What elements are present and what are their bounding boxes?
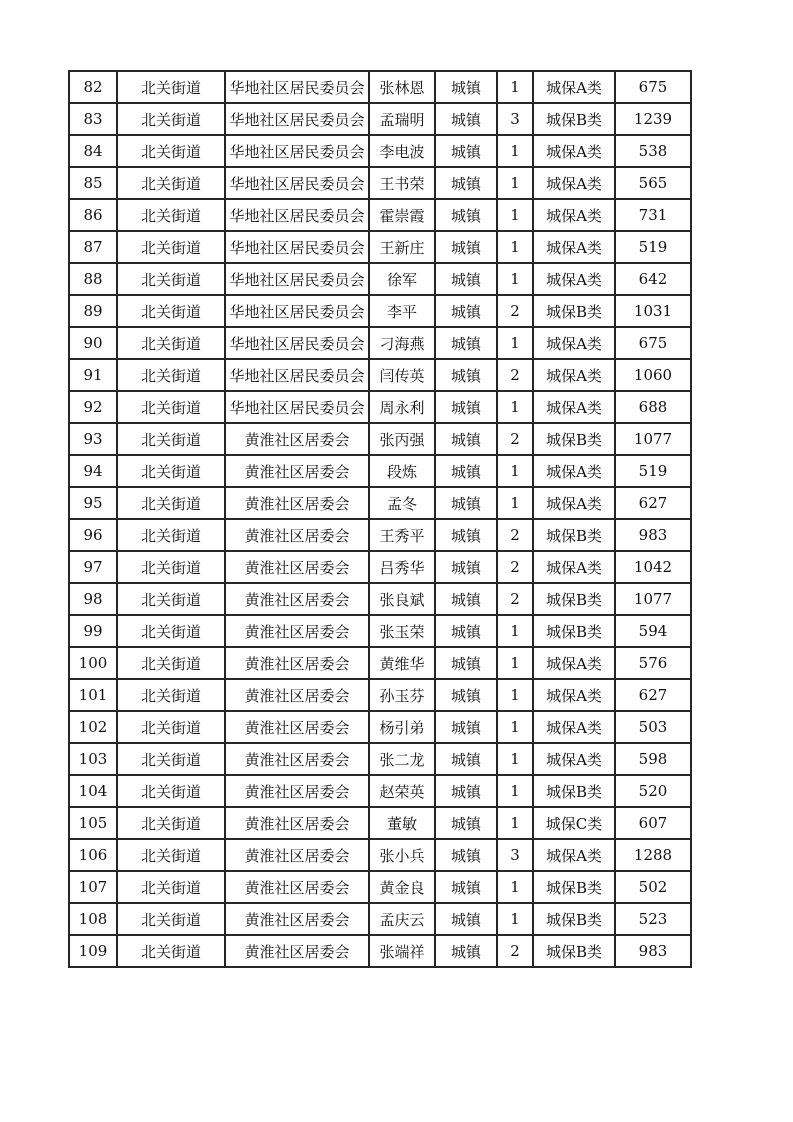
cell-residence: 城镇: [435, 103, 497, 135]
cell-amount: 1031: [615, 295, 691, 327]
cell-community: 华地社区居民委员会: [225, 359, 369, 391]
cell-community: 黄淮社区居委会: [225, 551, 369, 583]
cell-street: 北关街道: [117, 871, 225, 903]
table-row: [69, 647, 691, 679]
cell-seq: 82: [69, 71, 117, 103]
cell-community: 黄淮社区居委会: [225, 871, 369, 903]
cell-seq: 97: [69, 551, 117, 583]
cell-category: 城保A类: [533, 135, 615, 167]
cell-seq: 89: [69, 295, 117, 327]
cell-street: 北关街道: [117, 231, 225, 263]
cell-name: 张丙强: [369, 423, 435, 455]
cell-residence: 城镇: [435, 615, 497, 647]
cell-residence: 城镇: [435, 775, 497, 807]
cell-seq: 84: [69, 135, 117, 167]
cell-count: 1: [497, 391, 533, 423]
cell-amount: 731: [615, 199, 691, 231]
cell-seq: 108: [69, 903, 117, 935]
cell-amount: 565: [615, 167, 691, 199]
cell-residence: 城镇: [435, 199, 497, 231]
cell-name: 霍崇霞: [369, 199, 435, 231]
cell-category: 城保B类: [533, 871, 615, 903]
cell-street: 北关街道: [117, 359, 225, 391]
cell-amount: 503: [615, 711, 691, 743]
cell-residence: 城镇: [435, 263, 497, 295]
cell-street: 北关街道: [117, 263, 225, 295]
cell-count: 1: [497, 167, 533, 199]
cell-community: 黄淮社区居委会: [225, 839, 369, 871]
cell-count: 2: [497, 519, 533, 551]
table-body: [69, 71, 691, 967]
cell-count: 1: [497, 679, 533, 711]
table-row: [69, 327, 691, 359]
cell-seq: 105: [69, 807, 117, 839]
cell-count: 1: [497, 711, 533, 743]
cell-residence: 城镇: [435, 359, 497, 391]
cell-street: 北关街道: [117, 71, 225, 103]
table-row: [69, 903, 691, 935]
cell-category: 城保C类: [533, 807, 615, 839]
cell-residence: 城镇: [435, 423, 497, 455]
cell-category: 城保A类: [533, 647, 615, 679]
cell-seq: 92: [69, 391, 117, 423]
cell-category: 城保A类: [533, 455, 615, 487]
cell-community: 黄淮社区居委会: [225, 935, 369, 967]
cell-community: 黄淮社区居委会: [225, 487, 369, 519]
table-row: [69, 423, 691, 455]
cell-street: 北关街道: [117, 551, 225, 583]
cell-name: 杨引弟: [369, 711, 435, 743]
cell-category: 城保B类: [533, 295, 615, 327]
cell-count: 1: [497, 647, 533, 679]
cell-amount: 523: [615, 903, 691, 935]
cell-community: 黄淮社区居委会: [225, 807, 369, 839]
cell-residence: 城镇: [435, 647, 497, 679]
cell-street: 北关街道: [117, 583, 225, 615]
cell-count: 1: [497, 871, 533, 903]
table-row: [69, 807, 691, 839]
table-row: [69, 679, 691, 711]
cell-residence: 城镇: [435, 487, 497, 519]
cell-community: 黄淮社区居委会: [225, 775, 369, 807]
cell-amount: 598: [615, 743, 691, 775]
cell-category: 城保A类: [533, 711, 615, 743]
cell-count: 1: [497, 135, 533, 167]
cell-name: 刁海燕: [369, 327, 435, 359]
roster-table-container: [68, 70, 690, 968]
cell-community: 黄淮社区居委会: [225, 423, 369, 455]
cell-amount: 1239: [615, 103, 691, 135]
cell-seq: 106: [69, 839, 117, 871]
cell-seq: 107: [69, 871, 117, 903]
cell-community: 华地社区居民委员会: [225, 263, 369, 295]
cell-community: 黄淮社区居委会: [225, 615, 369, 647]
cell-amount: 675: [615, 327, 691, 359]
table-row: [69, 583, 691, 615]
cell-name: 王秀平: [369, 519, 435, 551]
cell-name: 李平: [369, 295, 435, 327]
cell-amount: 642: [615, 263, 691, 295]
cell-amount: 627: [615, 679, 691, 711]
cell-street: 北关街道: [117, 487, 225, 519]
cell-amount: 1077: [615, 583, 691, 615]
cell-community: 华地社区居民委员会: [225, 231, 369, 263]
cell-count: 2: [497, 551, 533, 583]
cell-count: 1: [497, 455, 533, 487]
cell-community: 华地社区居民委员会: [225, 167, 369, 199]
cell-amount: 519: [615, 231, 691, 263]
table-row: [69, 871, 691, 903]
cell-amount: 1077: [615, 423, 691, 455]
cell-name: 王新庄: [369, 231, 435, 263]
cell-street: 北关街道: [117, 519, 225, 551]
cell-category: 城保A类: [533, 263, 615, 295]
cell-residence: 城镇: [435, 871, 497, 903]
cell-amount: 627: [615, 487, 691, 519]
cell-residence: 城镇: [435, 231, 497, 263]
cell-count: 2: [497, 423, 533, 455]
cell-category: 城保A类: [533, 231, 615, 263]
cell-count: 1: [497, 71, 533, 103]
cell-community: 黄淮社区居委会: [225, 647, 369, 679]
cell-amount: 1042: [615, 551, 691, 583]
cell-residence: 城镇: [435, 135, 497, 167]
cell-amount: 607: [615, 807, 691, 839]
cell-category: 城保B类: [533, 583, 615, 615]
cell-count: 3: [497, 103, 533, 135]
cell-street: 北关街道: [117, 935, 225, 967]
cell-street: 北关街道: [117, 615, 225, 647]
cell-street: 北关街道: [117, 807, 225, 839]
cell-street: 北关街道: [117, 199, 225, 231]
table-row: [69, 519, 691, 551]
cell-residence: 城镇: [435, 551, 497, 583]
cell-count: 1: [497, 231, 533, 263]
table-row: [69, 231, 691, 263]
cell-category: 城保B类: [533, 615, 615, 647]
cell-amount: 519: [615, 455, 691, 487]
cell-name: 吕秀华: [369, 551, 435, 583]
table-row: [69, 199, 691, 231]
cell-category: 城保A类: [533, 71, 615, 103]
cell-name: 徐军: [369, 263, 435, 295]
cell-name: 闫传英: [369, 359, 435, 391]
cell-count: 1: [497, 743, 533, 775]
cell-count: 1: [497, 807, 533, 839]
cell-street: 北关街道: [117, 103, 225, 135]
cell-name: 孙玉芬: [369, 679, 435, 711]
table-row: [69, 615, 691, 647]
table-row: [69, 711, 691, 743]
table-row: [69, 775, 691, 807]
cell-category: 城保A类: [533, 327, 615, 359]
cell-residence: 城镇: [435, 711, 497, 743]
cell-name: 周永利: [369, 391, 435, 423]
cell-count: 2: [497, 583, 533, 615]
cell-name: 张林恩: [369, 71, 435, 103]
cell-name: 孟冬: [369, 487, 435, 519]
cell-community: 黄淮社区居委会: [225, 519, 369, 551]
cell-name: 王书荣: [369, 167, 435, 199]
cell-residence: 城镇: [435, 519, 497, 551]
cell-count: 3: [497, 839, 533, 871]
cell-street: 北关街道: [117, 743, 225, 775]
table-row: [69, 167, 691, 199]
cell-community: 黄淮社区居委会: [225, 583, 369, 615]
cell-name: 董敏: [369, 807, 435, 839]
cell-amount: 576: [615, 647, 691, 679]
cell-community: 黄淮社区居委会: [225, 679, 369, 711]
table-row: [69, 135, 691, 167]
cell-seq: 98: [69, 583, 117, 615]
cell-category: 城保B类: [533, 423, 615, 455]
cell-category: 城保B类: [533, 103, 615, 135]
cell-community: 黄淮社区居委会: [225, 455, 369, 487]
cell-community: 华地社区居民委员会: [225, 199, 369, 231]
cell-residence: 城镇: [435, 839, 497, 871]
cell-category: 城保A类: [533, 839, 615, 871]
cell-community: 华地社区居民委员会: [225, 327, 369, 359]
cell-amount: 983: [615, 935, 691, 967]
cell-street: 北关街道: [117, 775, 225, 807]
cell-name: 张玉荣: [369, 615, 435, 647]
table-row: [69, 935, 691, 967]
cell-seq: 102: [69, 711, 117, 743]
cell-count: 1: [497, 263, 533, 295]
cell-seq: 83: [69, 103, 117, 135]
cell-seq: 101: [69, 679, 117, 711]
cell-street: 北关街道: [117, 839, 225, 871]
cell-category: 城保A类: [533, 391, 615, 423]
cell-amount: 1060: [615, 359, 691, 391]
cell-category: 城保A类: [533, 551, 615, 583]
cell-count: 1: [497, 775, 533, 807]
cell-name: 段炼: [369, 455, 435, 487]
cell-residence: 城镇: [435, 583, 497, 615]
cell-residence: 城镇: [435, 295, 497, 327]
cell-community: 华地社区居民委员会: [225, 135, 369, 167]
cell-seq: 94: [69, 455, 117, 487]
cell-street: 北关街道: [117, 327, 225, 359]
cell-category: 城保A类: [533, 167, 615, 199]
cell-amount: 538: [615, 135, 691, 167]
cell-count: 1: [497, 327, 533, 359]
cell-count: 2: [497, 359, 533, 391]
cell-count: 1: [497, 199, 533, 231]
cell-count: 2: [497, 295, 533, 327]
cell-seq: 104: [69, 775, 117, 807]
table-row: [69, 263, 691, 295]
table-row: [69, 391, 691, 423]
cell-amount: 675: [615, 71, 691, 103]
cell-seq: 93: [69, 423, 117, 455]
cell-name: 孟庆云: [369, 903, 435, 935]
cell-seq: 95: [69, 487, 117, 519]
cell-street: 北关街道: [117, 679, 225, 711]
cell-seq: 85: [69, 167, 117, 199]
table-row: [69, 295, 691, 327]
cell-residence: 城镇: [435, 391, 497, 423]
cell-category: 城保A类: [533, 199, 615, 231]
table-row: [69, 839, 691, 871]
table-row: [69, 71, 691, 103]
cell-community: 黄淮社区居委会: [225, 903, 369, 935]
cell-residence: 城镇: [435, 903, 497, 935]
cell-count: 1: [497, 903, 533, 935]
table-row: [69, 487, 691, 519]
cell-count: 1: [497, 615, 533, 647]
cell-name: 孟瑞明: [369, 103, 435, 135]
cell-name: 张小兵: [369, 839, 435, 871]
cell-community: 华地社区居民委员会: [225, 103, 369, 135]
cell-name: 张端祥: [369, 935, 435, 967]
cell-category: 城保B类: [533, 775, 615, 807]
cell-residence: 城镇: [435, 327, 497, 359]
cell-category: 城保B类: [533, 903, 615, 935]
cell-residence: 城镇: [435, 743, 497, 775]
cell-category: 城保A类: [533, 487, 615, 519]
cell-street: 北关街道: [117, 903, 225, 935]
cell-category: 城保B类: [533, 935, 615, 967]
cell-street: 北关街道: [117, 647, 225, 679]
cell-street: 北关街道: [117, 711, 225, 743]
cell-name: 赵荣英: [369, 775, 435, 807]
cell-seq: 90: [69, 327, 117, 359]
benefits-roster-table: [68, 70, 692, 968]
cell-street: 北关街道: [117, 455, 225, 487]
cell-street: 北关街道: [117, 295, 225, 327]
cell-seq: 109: [69, 935, 117, 967]
table-row: [69, 359, 691, 391]
cell-street: 北关街道: [117, 391, 225, 423]
cell-residence: 城镇: [435, 807, 497, 839]
table-row: [69, 551, 691, 583]
cell-street: 北关街道: [117, 135, 225, 167]
cell-name: 黄维华: [369, 647, 435, 679]
cell-count: 2: [497, 935, 533, 967]
cell-name: 张良斌: [369, 583, 435, 615]
cell-name: 张二龙: [369, 743, 435, 775]
cell-residence: 城镇: [435, 935, 497, 967]
cell-amount: 520: [615, 775, 691, 807]
cell-community: 黄淮社区居委会: [225, 711, 369, 743]
cell-residence: 城镇: [435, 455, 497, 487]
cell-category: 城保A类: [533, 743, 615, 775]
cell-count: 1: [497, 487, 533, 519]
cell-amount: 1288: [615, 839, 691, 871]
cell-residence: 城镇: [435, 679, 497, 711]
cell-street: 北关街道: [117, 167, 225, 199]
table-row: [69, 103, 691, 135]
cell-community: 华地社区居民委员会: [225, 71, 369, 103]
cell-street: 北关街道: [117, 423, 225, 455]
cell-seq: 103: [69, 743, 117, 775]
cell-category: 城保A类: [533, 679, 615, 711]
cell-seq: 91: [69, 359, 117, 391]
cell-seq: 88: [69, 263, 117, 295]
cell-seq: 86: [69, 199, 117, 231]
cell-amount: 688: [615, 391, 691, 423]
cell-category: 城保B类: [533, 519, 615, 551]
cell-residence: 城镇: [435, 71, 497, 103]
cell-seq: 100: [69, 647, 117, 679]
cell-community: 黄淮社区居委会: [225, 743, 369, 775]
cell-residence: 城镇: [435, 167, 497, 199]
cell-community: 华地社区居民委员会: [225, 391, 369, 423]
cell-seq: 99: [69, 615, 117, 647]
cell-amount: 983: [615, 519, 691, 551]
cell-seq: 87: [69, 231, 117, 263]
table-row: [69, 743, 691, 775]
cell-category: 城保A类: [533, 359, 615, 391]
cell-name: 李电波: [369, 135, 435, 167]
cell-seq: 96: [69, 519, 117, 551]
cell-amount: 594: [615, 615, 691, 647]
cell-amount: 502: [615, 871, 691, 903]
cell-community: 华地社区居民委员会: [225, 295, 369, 327]
table-row: [69, 455, 691, 487]
cell-name: 黄金良: [369, 871, 435, 903]
